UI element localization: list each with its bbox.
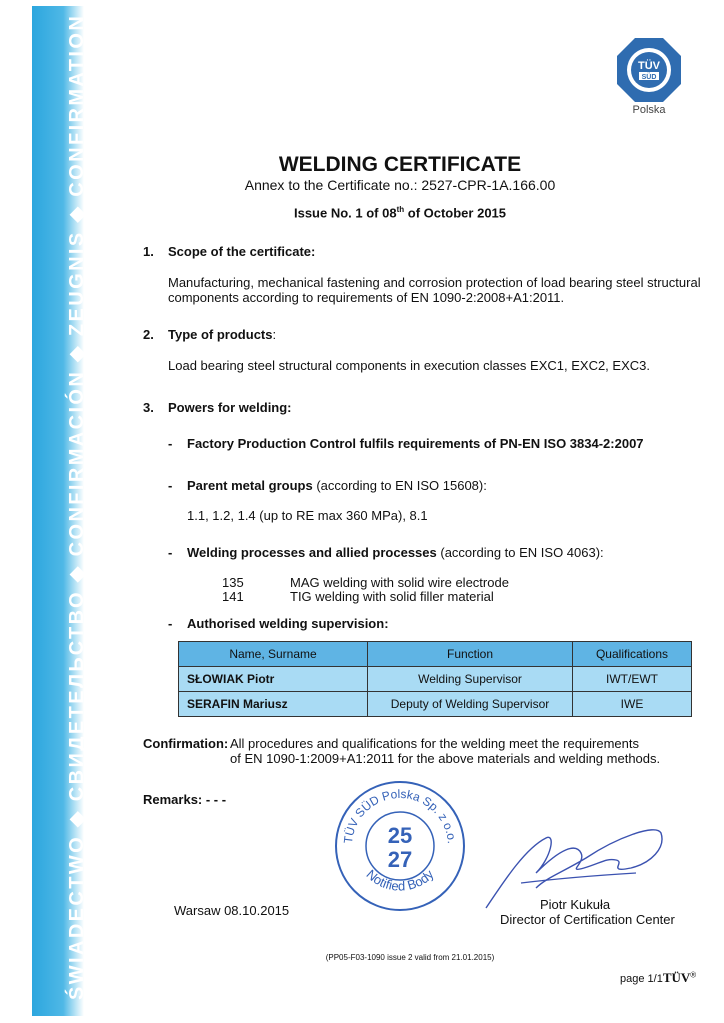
wp-line <box>187 545 604 560</box>
table-cell: SERAFIN Mariusz <box>179 692 368 717</box>
signatory-title: Director of Certification Center <box>500 912 675 927</box>
table-header: Name, Surname <box>179 642 368 667</box>
table-cell: Welding Supervisor <box>368 667 573 692</box>
certificate-title: WELDING CERTIFICATE <box>278 153 522 176</box>
table-cell: IWE <box>573 692 692 717</box>
table-row <box>179 667 692 692</box>
confirmation-text-2: of EN 1090-1:2009+A1:2011 for the above materials and welding methods. <box>230 751 661 766</box>
process-desc: MAG welding with solid wire electrode <box>290 575 509 590</box>
issue-line <box>200 205 600 220</box>
section-1-text-1: Manufacturing, mechanical fastening and corrosion protection of load bearing steel structural <box>168 275 701 290</box>
side-banner <box>0 0 88 1023</box>
page-reg: ® <box>690 970 697 980</box>
supervision-heading: Authorised welding supervision: <box>187 616 389 631</box>
logo-top-text: TÜV <box>638 60 660 72</box>
section-3-heading: Powers for welding: <box>168 400 292 415</box>
place-date: Warsaw 08.10.2015 <box>174 903 290 918</box>
issue-sup: th <box>396 205 405 214</box>
logo-caption: Polska <box>632 104 666 116</box>
tuv-logo-icon <box>615 36 683 104</box>
wp-bold: Welding processes and allied processes <box>187 545 437 560</box>
pmg-line <box>187 478 487 493</box>
section-3-number: 3. <box>143 400 154 415</box>
fpc-line: Factory Production Control fulfils requirements of PN-EN ISO 3834-2:2007 <box>187 436 644 451</box>
pmg-bold: Parent metal groups <box>187 478 313 493</box>
process-code: 141 <box>222 589 244 604</box>
table-header: Qualifications <box>573 642 692 667</box>
table-cell: Deputy of Welding Supervisor <box>368 692 573 717</box>
notified-body-stamp-icon <box>330 776 470 916</box>
wp-rest: (according to EN ISO 4063): <box>436 545 604 560</box>
stamp-top-text: TÜV SÜD Polska Sp. z o.o. <box>340 786 459 845</box>
section-1-heading: Scope of the certificate: <box>168 244 316 259</box>
section-2-heading: Type of products <box>168 327 273 342</box>
bullet-dash: - <box>168 478 173 493</box>
section-2-heading-wrap <box>168 327 276 342</box>
stamp-number-bottom: 27 <box>387 847 413 872</box>
bullet-dash: - <box>168 436 173 451</box>
section-2-number: 2. <box>143 327 154 342</box>
side-banner-text: ŚWIADECTWO ◆ СВИДЕТЕЛЬСТВО ◆ CONFIRMACIÓN ◆ ZEUGNIS ◆ CONFIRMATION <box>66 13 88 1000</box>
stamp-number-top: 25 <box>387 823 413 848</box>
table-header-row <box>179 642 692 667</box>
confirmation-label: Confirmation: <box>143 736 229 751</box>
process-code: 135 <box>222 575 244 590</box>
issue-pre: Issue No. 1 of 08 <box>293 205 397 221</box>
stamp-bottom-text: Notified Body <box>363 866 437 894</box>
page-number-wrap <box>620 970 696 986</box>
pmg-rest: (according to EN ISO 15608): <box>312 478 487 493</box>
section-2-colon: : <box>272 327 277 342</box>
bullet-dash: - <box>168 545 173 560</box>
process-desc: TIG welding with solid filler material <box>290 589 494 604</box>
section-1-number: 1. <box>143 244 154 259</box>
table-row <box>179 692 692 717</box>
section-1-text-2: components according to requirements of EN 1090-2:2008+A1:2011. <box>168 290 565 305</box>
supervision-table <box>178 641 692 717</box>
logo-bottom-text: SÜD <box>641 74 657 81</box>
section-2-text: Load bearing steel structural components in execution classes EXC1, EXC2, EXC3. <box>168 358 650 373</box>
pmg-values: 1.1, 1.2, 1.4 (up to RE max 360 MPa), 8.1 <box>187 508 428 523</box>
issue-post: of October 2015 <box>404 205 507 221</box>
confirmation-text-1: All procedures and qualifications for the welding meet the requirements <box>230 736 640 751</box>
page-brand: TÜV <box>662 970 691 985</box>
table-cell: IWT/EWT <box>573 667 692 692</box>
page-number: page 1/1 <box>620 973 663 985</box>
remarks: Remarks: - - - <box>143 792 227 807</box>
table-header: Function <box>368 642 573 667</box>
form-reference: (PP05-F03-1090 issue 2 valid from 21.01.2015) <box>325 953 495 962</box>
bullet-dash: - <box>168 616 173 631</box>
signatory-name: Piotr Kukuła <box>540 897 611 912</box>
table-cell: SŁOWIAK Piotr <box>179 667 368 692</box>
annex-line: Annex to the Certificate no.: 2527-CPR-1A.166.00 <box>244 177 556 193</box>
